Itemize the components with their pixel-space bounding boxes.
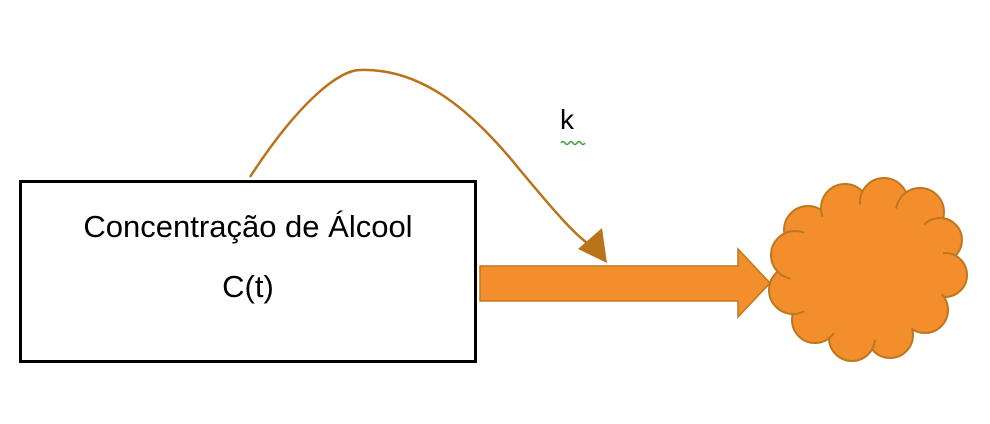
- sink-cloud: [769, 178, 967, 361]
- outflow-arrow: [480, 249, 770, 317]
- influence-arrowhead: [578, 228, 607, 263]
- spellcheck-squiggle: [561, 142, 585, 145]
- stock-box: [19, 180, 477, 363]
- stock-title: Concentração de Álcool: [83, 209, 413, 244]
- stock-symbol: C(t): [222, 269, 274, 304]
- rate-constant-label: k: [560, 104, 574, 135]
